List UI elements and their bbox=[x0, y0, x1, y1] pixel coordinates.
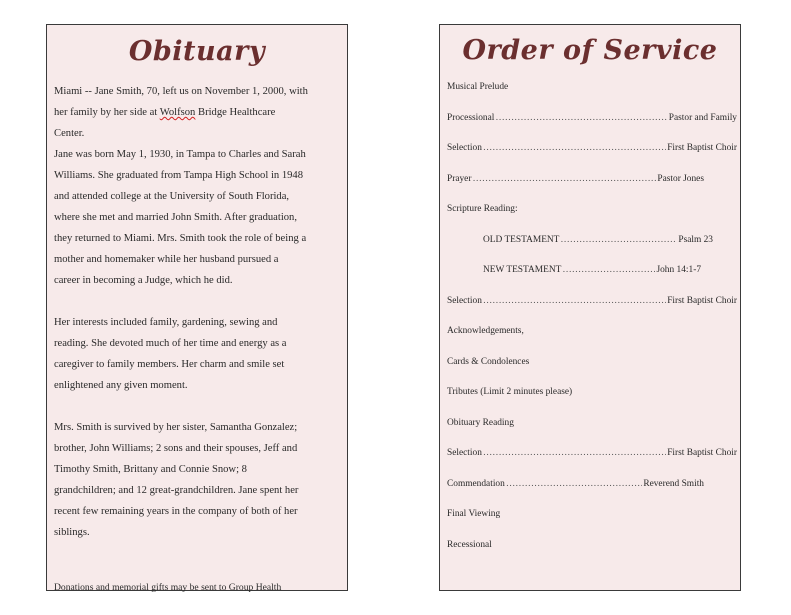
service-item bbox=[483, 233, 713, 247]
obituary-line bbox=[54, 102, 342, 123]
leader-dots bbox=[483, 446, 666, 460]
service-item-label: Acknowledgements, bbox=[447, 326, 524, 336]
obituary-line: Timothy Smith, Brittany and Connie Snow; 8 bbox=[54, 464, 247, 475]
service-item-label: Tributes (Limit 2 minutes please) bbox=[447, 387, 573, 397]
service-item-label: Scripture Reading: bbox=[447, 204, 518, 214]
service-item-performer: Psalm 23 bbox=[678, 235, 713, 245]
obituary-line: Mrs. Smith is survived by her sister, Samantha Gonzalez; bbox=[54, 422, 298, 433]
obituary-body bbox=[54, 81, 342, 543]
obituary-panel bbox=[46, 24, 348, 591]
service-item-label: Commendation bbox=[447, 479, 505, 489]
service-item bbox=[447, 80, 737, 94]
leader-dots bbox=[560, 233, 677, 247]
paragraph-gap bbox=[54, 396, 342, 417]
obituary-line: they returned to Miami. Mrs. Smith took the role of being a bbox=[54, 233, 307, 244]
service-item-label: Cards & Condolences bbox=[447, 357, 530, 367]
service-item bbox=[483, 263, 701, 277]
obituary-line: and attended college at the University of South Florida, bbox=[54, 191, 290, 202]
service-item bbox=[447, 507, 737, 521]
leader-dots bbox=[562, 263, 655, 277]
leader-dots bbox=[483, 141, 666, 155]
service-item bbox=[447, 294, 737, 308]
service-item-label: NEW TESTAMENT bbox=[483, 265, 562, 275]
service-item bbox=[447, 385, 737, 399]
order-of-service-panel bbox=[439, 24, 741, 591]
obituary-text: her family by her side at bbox=[54, 107, 160, 118]
obituary-line: reading. She devoted much of her time and energy as a bbox=[54, 338, 287, 349]
order-of-service-title: Order of Service bbox=[462, 35, 718, 66]
service-item bbox=[447, 324, 737, 338]
service-item bbox=[447, 538, 737, 552]
service-item bbox=[447, 141, 737, 155]
obituary-line: recent few remaining years in the company of both of her bbox=[54, 506, 298, 517]
service-item-label: Selection bbox=[447, 143, 482, 153]
donation-note: Donations and memorial gifts may be sent to Group Health bbox=[54, 582, 282, 593]
paragraph-gap bbox=[54, 291, 342, 312]
service-item-label: Processional bbox=[447, 113, 495, 123]
service-item-label: Recessional bbox=[447, 540, 492, 550]
spellcheck-flagged-word: Wolfson bbox=[159, 107, 196, 118]
service-item-label: Selection bbox=[447, 448, 482, 458]
obituary-text: Bridge Healthcare bbox=[195, 107, 276, 118]
obituary-line: where she met and married John Smith. After graduation, bbox=[54, 212, 298, 223]
leader-dots bbox=[495, 111, 667, 125]
obituary-line: Miami -- Jane Smith, 70, left us on November 1, 2000, with bbox=[54, 86, 308, 97]
service-item bbox=[447, 477, 704, 491]
obituary-title: Obituary bbox=[128, 36, 266, 67]
service-item-label: Prayer bbox=[447, 174, 472, 184]
service-item-performer: John 14:1-7 bbox=[656, 265, 701, 275]
service-item-label: Selection bbox=[447, 296, 482, 306]
service-item-label: Obituary Reading bbox=[447, 418, 514, 428]
obituary-line: mother and homemaker while her husband pursued a bbox=[54, 254, 279, 265]
service-item-performer: Pastor Jones bbox=[657, 174, 704, 184]
leader-dots bbox=[483, 294, 666, 308]
service-item-performer: First Baptist Choir bbox=[667, 143, 737, 153]
service-item bbox=[447, 355, 737, 369]
service-item-performer: Pastor and Family bbox=[668, 113, 737, 123]
service-item bbox=[447, 416, 737, 430]
obituary-line: enlightened any given moment. bbox=[54, 380, 188, 391]
service-item-performer: First Baptist Choir bbox=[667, 448, 737, 458]
service-item bbox=[447, 202, 737, 216]
service-item bbox=[447, 111, 737, 125]
leader-dots bbox=[506, 477, 643, 491]
service-item bbox=[447, 446, 737, 460]
service-item-performer: Reverend Smith bbox=[643, 479, 704, 489]
service-item-performer: First Baptist Choir bbox=[667, 296, 737, 306]
obituary-line: Center. bbox=[54, 128, 85, 139]
service-item-label: Final Viewing bbox=[447, 509, 501, 519]
obituary-line: siblings. bbox=[54, 527, 90, 538]
obituary-line: Williams. She graduated from Tampa High School in 1948 bbox=[54, 170, 304, 181]
obituary-line: Jane was born May 1, 1930, in Tampa to Charles and Sarah bbox=[54, 149, 306, 160]
obituary-line: caregiver to family members. Her charm and smile set bbox=[54, 359, 285, 370]
service-item bbox=[447, 172, 704, 186]
obituary-line: Her interests included family, gardening, sewing and bbox=[54, 317, 278, 328]
leader-dots bbox=[472, 172, 656, 186]
obituary-line: brother, John Williams; 2 sons and their spouses, Jeff and bbox=[54, 443, 298, 454]
obituary-line: grandchildren; and 12 great-grandchildren. Jane spent her bbox=[54, 485, 299, 496]
service-item-label: OLD TESTAMENT bbox=[483, 235, 560, 245]
obituary-line: career in becoming a Judge, which he did. bbox=[54, 275, 233, 286]
service-item-label: Musical Prelude bbox=[447, 82, 509, 92]
